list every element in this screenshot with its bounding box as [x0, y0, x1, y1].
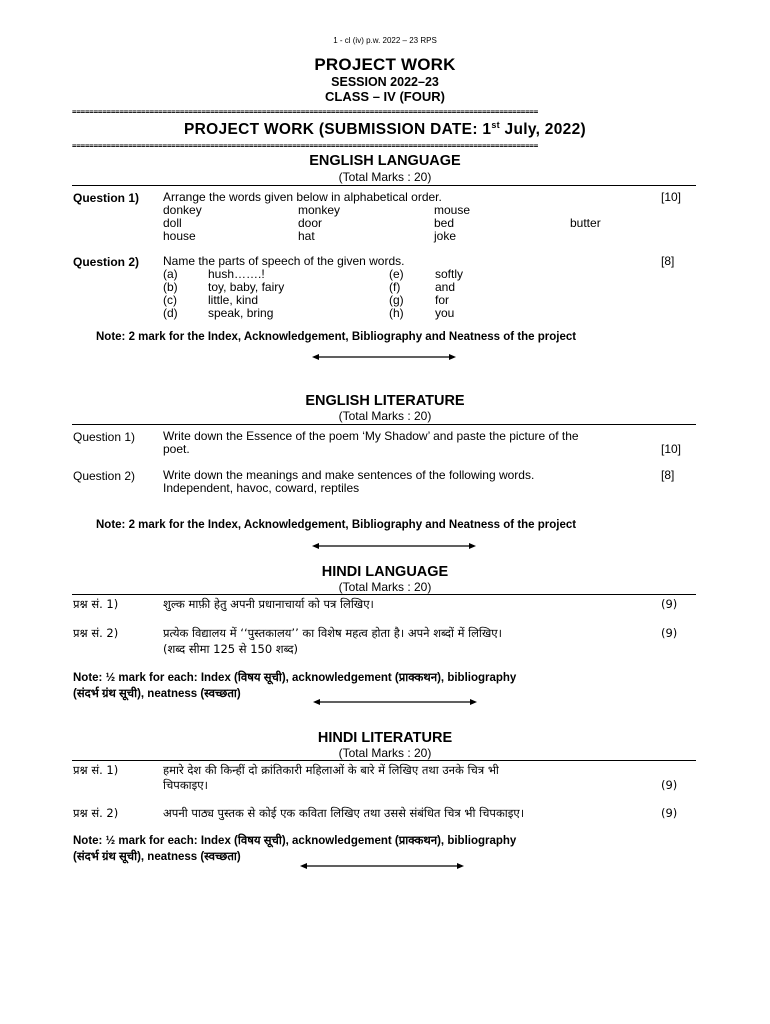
item-value: for — [435, 293, 450, 307]
equals-divider-top: ============================================================================================================ — [72, 107, 539, 116]
question-text: Name the parts of speech of the given words. — [163, 254, 405, 268]
question-marks: [8] — [661, 468, 675, 482]
question-text-cont: poet. — [163, 442, 190, 456]
submission-sup: st — [491, 120, 500, 130]
question-text-cont: (शब्द सीमा 125 से 150 शब्द) — [163, 642, 299, 656]
word-item: doll — [163, 216, 182, 230]
hindi-literature-note-cont: (संदर्भ ग्रंथ सूची), neatness (स्वच्छता) — [73, 851, 241, 863]
hindi-language-marks: (Total Marks : 20) — [338, 580, 432, 594]
question-label: Question 1) — [73, 191, 140, 205]
item-value: speak, bring — [208, 306, 274, 320]
double-arrow-icon — [312, 352, 456, 362]
question-text: Write down the meanings and make sentences of the following words. — [163, 468, 535, 482]
item-key: (g) — [389, 293, 404, 307]
word-item: monkey — [298, 203, 341, 217]
question-text-cont: Independent, havoc, coward, reptiles — [163, 481, 360, 495]
item-key: (h) — [389, 306, 404, 320]
word-item: butter — [570, 216, 601, 230]
item-value: you — [435, 306, 455, 320]
question-marks: (9) — [661, 806, 678, 820]
document-reference: 1 - cl (iv) p.w. 2022 – 23 RPS — [333, 36, 437, 45]
section-rule — [72, 594, 696, 595]
item-key: (d) — [163, 306, 178, 320]
word-item: bed — [434, 216, 455, 230]
item-value: and — [435, 280, 456, 294]
section-rule — [72, 424, 696, 425]
english-language-note: Note: 2 mark for the Index, Acknowledgement, Bibliography and Neatness of the project — [96, 331, 577, 343]
question-label: प्रश्न सं. 1) — [73, 763, 119, 777]
hindi-literature-heading: HINDI LITERATURE — [317, 730, 453, 746]
submission-text-end: July, 2022) — [499, 121, 586, 139]
item-key: (a) — [163, 267, 178, 281]
english-literature-marks: (Total Marks : 20) — [338, 409, 432, 423]
item-key: (f) — [389, 280, 401, 294]
item-value: toy, baby, fairy — [208, 280, 285, 294]
question-marks: [8] — [661, 254, 675, 268]
question-label: Question 2) — [73, 469, 136, 483]
word-item: hat — [298, 229, 315, 243]
equals-divider-bottom: ============================================================================================================ — [72, 141, 539, 150]
question-text: शुल्क माफ़ी हेतु अपनी प्रधानाचार्या को पत्र लिखिए। — [163, 597, 374, 611]
word-item: donkey — [163, 203, 202, 217]
question-label: Question 1) — [73, 430, 136, 444]
item-value: little, kind — [208, 293, 259, 307]
section-rule — [72, 760, 696, 761]
item-key: (e) — [389, 267, 404, 281]
item-value: hush…….! — [208, 267, 265, 281]
question-marks: [10] — [661, 442, 682, 456]
english-language-marks: (Total Marks : 20) — [338, 170, 432, 184]
page-title: PROJECT WORK — [314, 55, 456, 74]
double-arrow-icon — [313, 697, 477, 707]
question-marks: [10] — [661, 190, 682, 204]
question-text-cont: चिपकाइए। — [163, 778, 208, 792]
question-text: प्रत्येक विद्यालय में ‘‘पुस्तकालय’’ का विशेष महत्व होता है। अपने शब्दों में लिखिए। — [163, 626, 502, 640]
english-literature-note: Note: 2 mark for the Index, Acknowledgement, Bibliography and Neatness of the project — [96, 519, 577, 531]
hindi-literature-marks: (Total Marks : 20) — [338, 746, 432, 760]
question-label: प्रश्न सं. 2) — [73, 806, 119, 820]
question-label: प्रश्न सं. 2) — [73, 626, 119, 640]
question-text: अपनी पाठ्य पुस्तक से कोई एक कविता लिखिए तथा उससे संबंधित चित्र भी चिपकाइए। — [163, 806, 525, 820]
english-literature-heading: ENGLISH LITERATURE — [305, 393, 465, 409]
submission-date-heading — [0, 120, 770, 139]
word-item: house — [163, 229, 196, 243]
word-item: joke — [434, 229, 457, 243]
question-text: Arrange the words given below in alphabetical order. — [163, 190, 442, 204]
hindi-literature-note: Note: ½ mark for each: Index (विषय सूची), acknowledgement (प्राक्कथन), bibliography — [73, 835, 517, 847]
word-item: mouse — [434, 203, 471, 217]
session-line: SESSION 2022–23 — [331, 75, 439, 89]
word-item: door — [298, 216, 323, 230]
hindi-language-note: Note: ½ mark for each: Index (विषय सूची), acknowledgement (प्राक्कथन), bibliography — [73, 672, 517, 684]
hindi-language-note-cont: (संदर्भ ग्रंथ सूची), neatness (स्वच्छता) — [73, 688, 241, 700]
question-label: प्रश्न सं. 1) — [73, 597, 119, 611]
double-arrow-icon — [312, 541, 476, 551]
submission-text: PROJECT WORK (SUBMISSION DATE: 1 — [184, 121, 492, 139]
item-key: (c) — [163, 293, 177, 307]
english-language-heading: ENGLISH LANGUAGE — [309, 153, 461, 169]
item-value: softly — [435, 267, 464, 281]
question-marks: (9) — [661, 597, 678, 611]
question-label: Question 2) — [73, 255, 140, 269]
question-marks: (9) — [661, 626, 678, 640]
question-text: Write down the Essence of the poem ‘My Shadow’ and paste the picture of the — [163, 429, 579, 443]
section-rule — [72, 185, 696, 186]
hindi-language-heading: HINDI LANGUAGE — [321, 564, 449, 580]
class-line: CLASS – IV (FOUR) — [325, 89, 445, 104]
question-marks: (9) — [661, 778, 678, 792]
item-key: (b) — [163, 280, 178, 294]
question-text: हमारे देश की किन्हीं दो क्रांतिकारी महिलाओं के बारे में लिखिए तथा उनके चित्र भी — [163, 763, 499, 777]
double-arrow-icon — [300, 861, 464, 871]
